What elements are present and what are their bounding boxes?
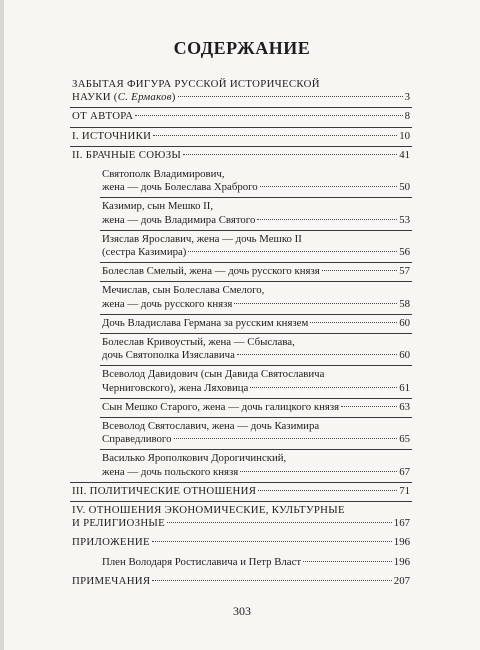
divider xyxy=(100,449,412,450)
toc-entry-economics[interactable] xyxy=(72,504,410,530)
divider xyxy=(100,197,412,198)
toc-entry-label: ПРИЛОЖЕНИЕ xyxy=(72,536,150,549)
toc-entry-line: жена — дочь русского князя xyxy=(102,297,233,310)
toc-entry-line: Василько Ярополкович Дорогичинский, xyxy=(102,452,287,465)
leader-dots xyxy=(322,270,398,271)
toc-page-number: 60 xyxy=(399,349,410,362)
toc-entry-line: ЗАБЫТАЯ ФИГУРА РУССКОЙ ИСТОРИЧЕСКОЙ xyxy=(72,78,320,90)
divider xyxy=(70,127,412,128)
toc-page-number: 196 xyxy=(393,536,410,549)
toc-entry-line: Всеволод Давидович (сын Давида Святославича xyxy=(102,368,325,381)
toc-page-number: 61 xyxy=(399,381,410,394)
toc-entry-label: II. БРАЧНЫЕ СОЮЗЫ xyxy=(72,148,182,161)
toc-page-number: 58 xyxy=(399,297,410,310)
leader-dots xyxy=(234,303,397,304)
toc-entry-line: Святополк Владимирович, xyxy=(102,168,225,180)
toc-entry-line: Казимир, сын Мешко II, xyxy=(102,200,214,213)
leader-dots xyxy=(167,522,392,523)
toc-entry-appendix[interactable] xyxy=(72,536,410,549)
toc-page-number: 3 xyxy=(404,91,410,104)
toc-subentry[interactable] xyxy=(102,336,410,362)
divider xyxy=(70,107,412,108)
toc-entry-label: III. ПОЛИТИЧЕСКИЕ ОТНОШЕНИЯ xyxy=(72,484,257,497)
divider xyxy=(100,398,412,399)
toc-entry-line: Черниговского), жена Ляховица xyxy=(102,381,249,394)
toc-subentry[interactable] xyxy=(102,556,410,569)
toc-entry-label: ОТ АВТОРА xyxy=(72,110,134,123)
leader-dots xyxy=(341,406,397,407)
toc-page-number: 57 xyxy=(399,265,410,278)
leader-dots xyxy=(260,186,398,187)
divider xyxy=(100,314,412,315)
leader-dots xyxy=(153,135,397,136)
divider xyxy=(100,230,412,231)
toc-page-number: 8 xyxy=(404,110,410,123)
leader-dots xyxy=(152,541,392,542)
toc-entry-label: Дочь Владислава Германа за русским князем xyxy=(102,316,309,329)
leader-dots xyxy=(135,115,402,116)
toc-entry-line: IV. ОТНОШЕНИЯ ЭКОНОМИЧЕСКИЕ, КУЛЬТУРНЫЕ xyxy=(72,504,345,516)
divider xyxy=(70,501,412,502)
divider xyxy=(100,262,412,263)
toc-page-number: 67 xyxy=(399,465,410,478)
leader-dots xyxy=(178,96,403,97)
divider xyxy=(100,281,412,282)
toc-entry-label: Болеслав Смелый, жена — дочь русского князя xyxy=(102,265,320,278)
toc-entry-label: Сын Мешко Старого, жена — дочь галицкого князя xyxy=(102,400,340,413)
toc-entry-line: Всеволод Святославич, жена — дочь Казимира xyxy=(102,420,320,432)
toc-subentry[interactable] xyxy=(102,168,410,194)
divider xyxy=(70,146,412,147)
toc-entry-label: ПРИМЕЧАНИЯ xyxy=(72,574,151,587)
leader-dots xyxy=(188,251,397,252)
toc-page-number: 56 xyxy=(399,246,410,258)
page-title: СОДЕРЖАНИЕ xyxy=(173,38,311,58)
leader-dots xyxy=(257,219,397,220)
toc-page-number: 71 xyxy=(399,484,410,497)
toc-entry-marriages[interactable] xyxy=(72,149,410,162)
toc-entry-line: дочь Святополка Изяславича xyxy=(102,349,235,362)
toc-entry-line: жена — дочь Болеслава Храброго xyxy=(102,181,258,194)
toc-entry-notes[interactable] xyxy=(72,575,410,588)
toc-page-number: 63 xyxy=(399,400,410,413)
toc-entry-line: жена — дочь Владимира Святого xyxy=(102,213,256,226)
divider xyxy=(100,333,412,334)
toc-page-number: 60 xyxy=(399,316,410,329)
divider xyxy=(100,365,412,366)
toc-subentry[interactable] xyxy=(102,420,410,446)
toc-entry-label: Плен Володаря Ростиславича и Петр Власт xyxy=(102,555,302,568)
leader-dots xyxy=(183,154,397,155)
toc-entry-author-preface[interactable] xyxy=(72,110,410,123)
toc-entry-line: жена — дочь польского князя xyxy=(102,465,239,478)
leader-dots xyxy=(152,580,391,581)
leader-dots xyxy=(237,354,397,355)
toc-subentry[interactable] xyxy=(102,368,410,394)
toc-page-number: 207 xyxy=(393,574,410,587)
toc-entry-line: И РЕЛИГИОЗНЫЕ xyxy=(72,517,166,530)
toc-entry-label: I. ИСТОЧНИКИ xyxy=(72,129,152,142)
toc-subentry[interactable] xyxy=(102,200,410,226)
divider xyxy=(100,417,412,418)
toc-page-number: 50 xyxy=(399,181,410,194)
leader-dots xyxy=(240,471,397,472)
leader-dots xyxy=(258,490,397,491)
toc-subentry[interactable] xyxy=(102,265,410,278)
table-of-contents xyxy=(4,0,480,650)
toc-entry-line: Мечислав, сын Болеслава Смелого, xyxy=(102,284,265,297)
toc-page-number: 53 xyxy=(399,213,410,226)
toc-entry-line: (сестра Казимира) xyxy=(102,246,187,258)
toc-entry-line: Болеслав Кривоустый, жена — Сбыслава, xyxy=(102,336,295,348)
toc-entry-politics[interactable] xyxy=(72,485,410,498)
toc-subentry[interactable] xyxy=(102,233,410,259)
leader-dots xyxy=(303,561,392,562)
toc-entry-sources[interactable] xyxy=(72,130,410,143)
toc-entry-foreword[interactable] xyxy=(72,78,410,104)
toc-page-number: 65 xyxy=(399,433,410,446)
toc-page-number: 196 xyxy=(393,555,410,568)
toc-page-number: 41 xyxy=(399,148,410,161)
leader-dots xyxy=(250,387,397,388)
page-number: 303 xyxy=(233,604,251,618)
toc-entry-author: С. Ермаков xyxy=(117,91,172,104)
toc-subentry[interactable] xyxy=(102,284,410,310)
toc-subentry[interactable] xyxy=(102,317,410,330)
toc-page-number: 167 xyxy=(393,517,410,530)
toc-entry-line: Справедливого xyxy=(102,433,172,446)
toc-subentry[interactable] xyxy=(102,401,410,414)
toc-page-number: 10 xyxy=(399,129,410,142)
toc-entry-line: НАУКИ (С. Ермаков) xyxy=(72,91,176,104)
leader-dots xyxy=(174,438,398,439)
leader-dots xyxy=(310,322,397,323)
divider xyxy=(70,482,412,483)
toc-entry-line: Изяслав Ярославич, жена — дочь Мешко II xyxy=(102,232,302,245)
toc-subentry[interactable] xyxy=(102,452,410,478)
